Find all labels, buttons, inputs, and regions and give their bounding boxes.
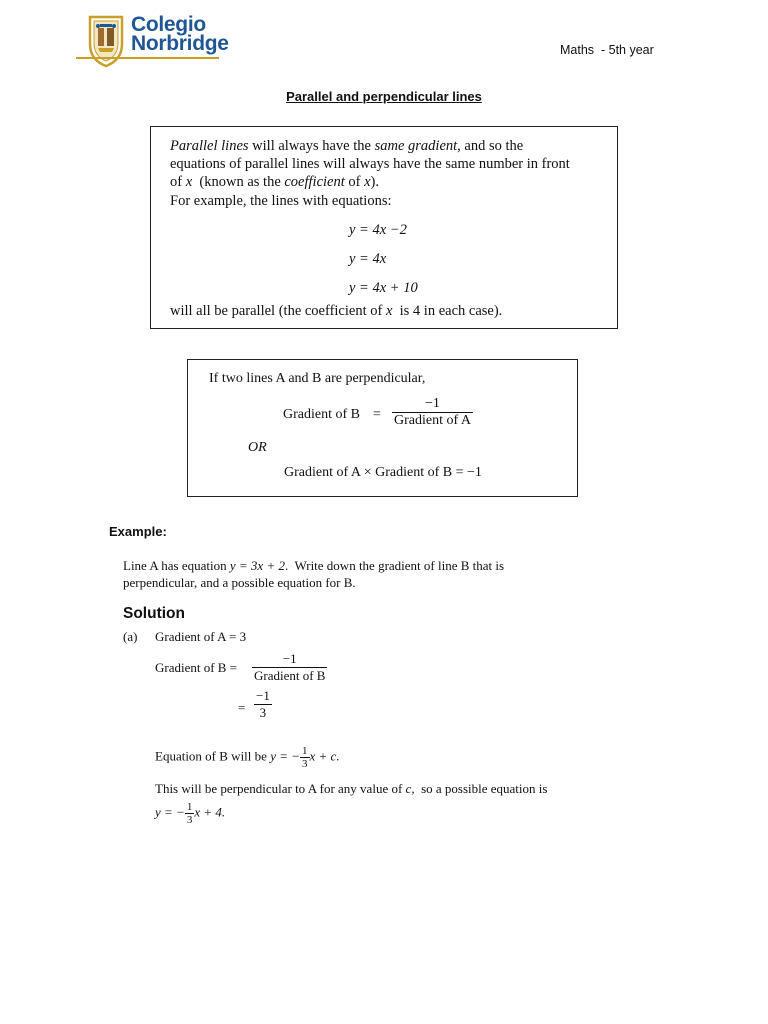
solution-value-fraction — [254, 688, 272, 721]
term-same-gradient: same gradient, — [374, 138, 461, 154]
equation-1: y = 4x −2 — [349, 222, 407, 238]
text: . Write down the gradient of line B that is — [284, 558, 505, 573]
perp-or: OR — [248, 440, 267, 455]
text: Equation of B will be — [155, 748, 271, 764]
solution-perpendicular-note — [155, 781, 547, 797]
text: will always have the — [248, 138, 375, 154]
parallel-line-2: equations of parallel lines will always have the same number in front — [170, 156, 570, 172]
equation-line-a: y = 3x + 2 — [229, 558, 285, 573]
fraction-denominator: Gradient of B — [254, 668, 326, 683]
solution-part-label: (a) — [123, 629, 138, 644]
term-coefficient: coefficient — [284, 174, 345, 190]
course-label: Maths - 5th year — [560, 43, 654, 57]
solution-gradient-a: Gradient of A = 3 — [155, 629, 247, 644]
term-parallel-lines: Parallel lines — [170, 138, 249, 154]
fraction-numerator: −1 — [256, 688, 270, 703]
text: so a possible equation is — [414, 781, 548, 796]
perp-fraction — [392, 396, 473, 429]
perp-gradient-b-label: Gradient of B — [283, 407, 360, 422]
text: x + c. — [309, 748, 340, 764]
text: will all be parallel (the coefficient of — [170, 303, 386, 319]
solution-heading: Solution — [123, 605, 185, 622]
fraction — [392, 396, 473, 429]
fraction — [252, 651, 327, 684]
solution-equation-b — [155, 745, 340, 770]
fraction — [185, 801, 195, 826]
page-title — [0, 89, 768, 104]
parallel-line-1 — [170, 138, 523, 155]
example-problem-line-1 — [123, 558, 504, 574]
logo-wordmark-line2: Norbridge — [131, 32, 229, 55]
fraction-numerator: 1 — [186, 801, 193, 813]
solution-final-equation — [155, 801, 225, 826]
text: Line A has equation — [123, 558, 230, 573]
text: x + 4. — [194, 804, 226, 820]
example-heading: Example: — [109, 524, 167, 539]
equation-3: y = 4x + 10 — [349, 280, 418, 296]
text: y = − — [155, 804, 185, 820]
parallel-line-4: For example, the lines with equations: — [170, 193, 392, 209]
fraction-denominator: 3 — [302, 758, 308, 770]
var-x: x — [364, 174, 371, 190]
fraction-numerator: −1 — [425, 396, 440, 411]
fraction-numerator: 1 — [302, 745, 308, 757]
fraction-denominator: Gradient of A — [394, 413, 471, 428]
text: of — [170, 174, 186, 190]
perp-equals: = — [373, 407, 381, 422]
var-x: x — [185, 174, 193, 190]
solution-equals: = — [238, 700, 246, 715]
solution-gradient-b-fraction — [252, 651, 327, 684]
logo-underline — [76, 57, 219, 59]
text: (known as the — [192, 174, 285, 190]
text: is 4 in each case). — [392, 303, 503, 319]
var-c: c, — [405, 781, 415, 796]
perp-intro: If two lines A and B are perpendicular, — [209, 371, 426, 386]
fraction-denominator: 3 — [186, 814, 193, 826]
logo-wordmark-line1: Colegio — [131, 13, 206, 36]
fraction-numerator: −1 — [282, 651, 297, 666]
fraction-denominator: 3 — [254, 704, 272, 721]
fraction — [300, 745, 310, 770]
text: of — [344, 174, 365, 190]
text: and so the — [460, 138, 524, 154]
equation-2: y = 4x — [349, 251, 387, 267]
text: This will be perpendicular to A for any value of — [155, 781, 406, 796]
var-x: x — [385, 303, 393, 319]
page-title-text: Parallel and perpendicular lines — [286, 89, 482, 104]
fraction — [254, 688, 272, 721]
parallel-line-5 — [170, 303, 502, 320]
parallel-line-3 — [170, 174, 379, 191]
text: y = − — [270, 748, 301, 764]
example-problem-line-2: perpendicular, and a possible equation for B. — [123, 575, 356, 590]
text: ). — [370, 174, 380, 190]
solution-gradient-b-label: Gradient of B = — [155, 660, 238, 675]
perp-product-rule: Gradient of A × Gradient of B = −1 — [284, 465, 482, 480]
